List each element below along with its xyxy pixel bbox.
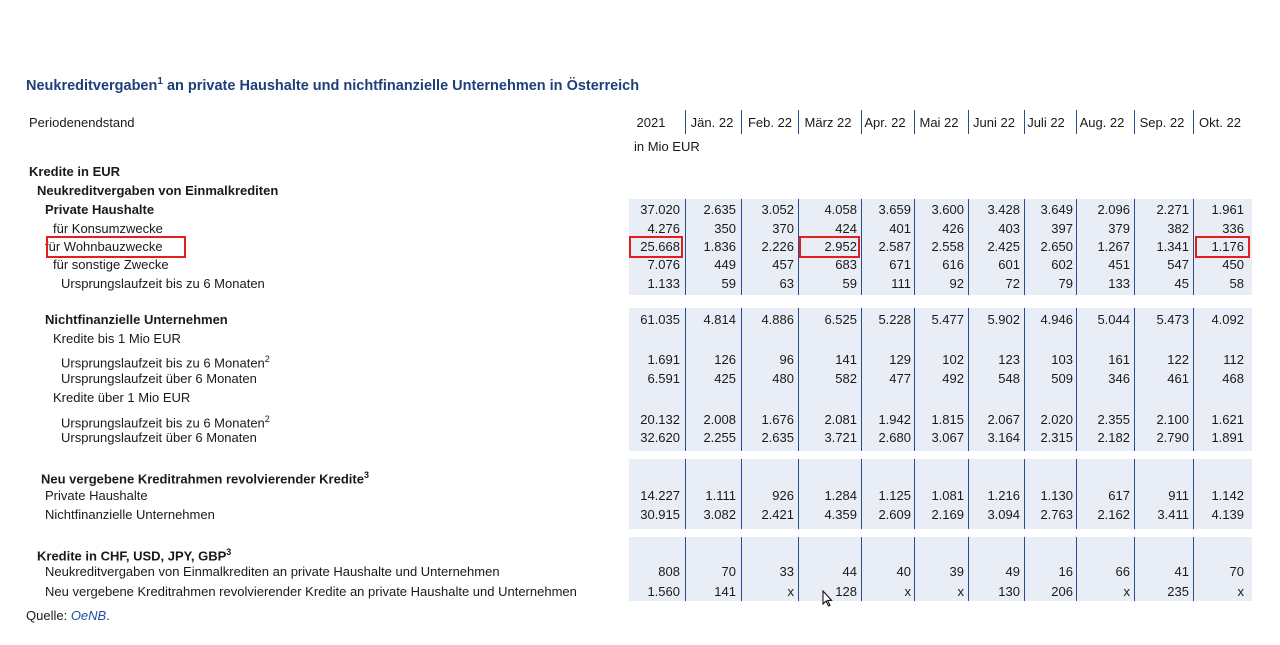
table-cell: 683	[835, 257, 857, 272]
table-cell: 2.100	[1156, 412, 1189, 427]
table-cell: 403	[998, 221, 1020, 236]
table-cell: 133	[1108, 276, 1130, 291]
table-cell: 112	[1223, 352, 1244, 367]
table-cell: 2.067	[987, 412, 1020, 427]
table-cell: 379	[1108, 221, 1130, 236]
table-cell: 41	[1174, 564, 1189, 579]
column-header: März 22	[804, 115, 852, 130]
table-cell: 122	[1167, 352, 1189, 367]
table-cell: 61.035	[640, 312, 680, 327]
table-cell: 451	[1108, 257, 1130, 272]
column-header: Jän. 22	[690, 115, 734, 130]
table-cell: 509	[1051, 371, 1073, 386]
table-cell: 39	[949, 564, 964, 579]
row-label: Neukreditvergaben von Einmalkrediten	[37, 183, 279, 198]
table-cell: 461	[1167, 371, 1189, 386]
row-label: Ursprungslaufzeit über 6 Monaten	[61, 371, 257, 386]
table-cell: 1.891	[1211, 430, 1244, 445]
row-label: für sonstige Zwecke	[53, 257, 169, 272]
table-cell: 102	[942, 352, 964, 367]
column-header: Apr. 22	[864, 115, 906, 130]
table-cell: 449	[714, 257, 736, 272]
table-cell: 4.058	[824, 202, 857, 217]
table-cell: 3.094	[987, 507, 1020, 522]
table-cell: 4.814	[703, 312, 736, 327]
table-cell: 547	[1167, 257, 1189, 272]
table-cell: 911	[1168, 488, 1189, 503]
table-cell: 72	[1005, 276, 1020, 291]
highlight-box	[46, 236, 186, 258]
highlight-box	[629, 236, 683, 258]
table-cell: x	[957, 584, 964, 599]
table-cell: 1.676	[761, 412, 794, 427]
table-cell: 2.650	[1040, 239, 1073, 254]
table-cell: 129	[889, 352, 911, 367]
table-cell: 1.942	[878, 412, 911, 427]
row-label: Kredite bis 1 Mio EUR	[53, 331, 181, 346]
table-cell: 3.411	[1157, 507, 1189, 522]
table-cell: 582	[835, 371, 857, 386]
table-cell: 2.315	[1040, 430, 1073, 445]
table-cell: 3.721	[824, 430, 857, 445]
table-cell: 3.659	[878, 202, 911, 217]
row-label: Kredite in EUR	[29, 164, 121, 179]
table-cell: 2.226	[761, 239, 794, 254]
table-cell: 2.790	[1156, 430, 1189, 445]
table-cell: x	[787, 584, 794, 599]
table-cell: 3.164	[987, 430, 1020, 445]
table-cell: 58	[1229, 276, 1244, 291]
table-cell: 346	[1108, 371, 1130, 386]
table-cell: 1.081	[931, 488, 964, 503]
mouse-cursor-icon	[822, 590, 833, 612]
table-cell: 2.081	[824, 412, 857, 427]
table-cell: 4.359	[824, 507, 857, 522]
table-title: Neukreditvergaben$^1$ an private Haushalte und nichtfinanzielle Unternehmen in Österreich	[26, 76, 640, 94]
row-label: Ursprungslaufzeit bis zu 6 Monaten$^2$	[61, 414, 270, 431]
table-cell: 1.125	[878, 488, 911, 503]
table-cell: 2.020	[1040, 412, 1073, 427]
row-label: Nichtfinanzielle Unternehmen	[45, 312, 228, 327]
table-cell: 468	[1222, 371, 1244, 386]
table-cell: 457	[772, 257, 794, 272]
column-header: Feb. 22	[747, 115, 793, 130]
table-cell: 111	[891, 276, 911, 291]
row-label: Neu vergebene Kreditrahmen revolvierender Kredite an private Haushalte und Unternehmen	[45, 584, 577, 599]
table-cell: 16	[1058, 564, 1073, 579]
table-cell: 3.649	[1040, 202, 1073, 217]
table-cell: 59	[721, 276, 736, 291]
table-cell: 5.902	[987, 312, 1020, 327]
column-header: Sep. 22	[1139, 115, 1185, 130]
row-label: Kredite über 1 Mio EUR	[53, 390, 191, 405]
table-cell: 2.096	[1097, 202, 1130, 217]
highlight-box	[1195, 236, 1250, 258]
table-cell: 33	[779, 564, 794, 579]
table-cell: 617	[1108, 488, 1130, 503]
table-cell: x	[1123, 584, 1130, 599]
unit-label: in Mio EUR	[634, 139, 700, 154]
table-cell: 808	[658, 564, 680, 579]
table-cell: 336	[1222, 221, 1244, 236]
table-cell: 1.284	[824, 488, 857, 503]
table-cell: 7.076	[647, 257, 680, 272]
table-cell: 1.142	[1211, 488, 1244, 503]
table-cell: 2.635	[761, 430, 794, 445]
row-label: Neu vergebene Kreditrahmen revolvierender Kredite$^3$	[41, 470, 369, 487]
table-cell: 401	[889, 221, 911, 236]
table-cell: 548	[998, 371, 1020, 386]
highlight-box	[799, 236, 860, 258]
table-cell: 1.176	[1211, 239, 1244, 254]
table-cell: 5.044	[1097, 312, 1130, 327]
table-cell: 1.961	[1211, 202, 1244, 217]
table-cell: 2.162	[1097, 507, 1130, 522]
row-label: Neukreditvergaben von Einmalkrediten an private Haushalte und Unternehmen	[45, 564, 500, 579]
table-cell: 424	[835, 221, 857, 236]
table-cell: 2.169	[931, 507, 964, 522]
table-cell: 4.946	[1040, 312, 1073, 327]
table-cell: 235	[1167, 584, 1189, 599]
table-cell: 2.421	[761, 507, 794, 522]
table-cell: 1.111	[705, 488, 736, 503]
table-cell: 3.082	[703, 507, 736, 522]
column-header: 2021	[636, 115, 666, 130]
table-cell: 450	[1222, 257, 1244, 272]
table-cell: 20.132	[640, 412, 680, 427]
table-cell: 1.836	[703, 239, 736, 254]
table-cell: 103	[1051, 352, 1073, 367]
table-cell: 40	[896, 564, 911, 579]
table-cell: 130	[998, 584, 1020, 599]
table-cell: 2.680	[878, 430, 911, 445]
table-cell: 5.477	[931, 312, 964, 327]
table-cell: 4.276	[647, 221, 680, 236]
table-cell: 3.428	[987, 202, 1020, 217]
table-cell: 70	[721, 564, 736, 579]
table-cell: 2.425	[987, 239, 1020, 254]
source-link[interactable]: OeNB	[70, 608, 107, 623]
source-note: Quelle: OeNB.	[26, 608, 110, 623]
column-header: Juni 22	[973, 115, 1015, 130]
table-cell: 92	[949, 276, 964, 291]
table-cell: 1.133	[647, 276, 680, 291]
table-cell: 1.216	[987, 488, 1020, 503]
header-row-label: Periodenendstand	[29, 115, 135, 130]
table-cell: 370	[772, 221, 794, 236]
table-cell: 66	[1115, 564, 1130, 579]
table-cell: 616	[942, 257, 964, 272]
table-cell: 1.560	[647, 584, 680, 599]
table-cell: 37.020	[640, 202, 680, 217]
table-cell: 2.182	[1097, 430, 1130, 445]
row-label: für Konsumzwecke	[53, 221, 163, 236]
table-cell: 397	[1051, 221, 1073, 236]
table-cell: 1.341	[1156, 239, 1189, 254]
table-cell: 206	[1051, 584, 1073, 599]
table-cell: 601	[998, 257, 1020, 272]
table-cell: 44	[842, 564, 857, 579]
table-cell: 25.668	[640, 239, 680, 254]
table-cell: 1.815	[931, 412, 964, 427]
table-cell: 4.886	[761, 312, 794, 327]
table-cell: 70	[1229, 564, 1244, 579]
row-label: Nichtfinanzielle Unternehmen	[45, 507, 215, 522]
table-cell: 59	[842, 276, 857, 291]
table-cell: x	[904, 584, 911, 599]
table-cell: 492	[942, 371, 964, 386]
table-cell: 2.635	[703, 202, 736, 217]
table-cell: 2.255	[703, 430, 736, 445]
table-cell: 141	[835, 352, 857, 367]
table-cell: 2.609	[878, 507, 911, 522]
table-cell: 4.139	[1211, 507, 1244, 522]
table-cell: 5.228	[878, 312, 911, 327]
table-cell: 350	[714, 221, 736, 236]
row-label: Private Haushalte	[45, 202, 155, 217]
column-header: Mai 22	[919, 115, 959, 130]
row-label: für Wohnbauzwecke	[45, 239, 163, 254]
table-cell: 2.008	[703, 412, 736, 427]
row-label: Ursprungslaufzeit über 6 Monaten	[61, 430, 257, 445]
table-cell: 123	[998, 352, 1020, 367]
table-cell: 426	[942, 221, 964, 236]
table-cell: 3.052	[761, 202, 794, 217]
table-cell: 671	[889, 257, 911, 272]
table-cell: 6.525	[824, 312, 857, 327]
table-cell: 14.227	[640, 488, 680, 503]
table-cell: 32.620	[640, 430, 680, 445]
table-cell: 4.092	[1211, 312, 1244, 327]
row-label: Private Haushalte	[45, 488, 148, 503]
column-header: Aug. 22	[1079, 115, 1125, 130]
row-label: Ursprungslaufzeit bis zu 6 Monaten$^2$	[61, 354, 270, 371]
row-label: Ursprungslaufzeit bis zu 6 Monaten	[61, 276, 265, 291]
table-cell: 3.067	[931, 430, 964, 445]
table-cell: 96	[779, 352, 794, 367]
table-cell: 1.267	[1097, 239, 1130, 254]
table-cell: 128	[835, 584, 857, 599]
row-label: Kredite in CHF, USD, JPY, GBP$^3$	[37, 547, 232, 564]
column-header: Okt. 22	[1199, 115, 1241, 130]
table-cell: 1.621	[1211, 412, 1244, 427]
table-cell: 382	[1167, 221, 1189, 236]
table-cell: 480	[772, 371, 794, 386]
table-cell: 2.558	[931, 239, 964, 254]
table-cell: 1.130	[1040, 488, 1073, 503]
table-cell: 2.763	[1040, 507, 1073, 522]
table-cell: 49	[1005, 564, 1020, 579]
table-cell: 126	[714, 352, 736, 367]
table-cell: 5.473	[1156, 312, 1189, 327]
table-cell: 30.915	[640, 507, 680, 522]
table-cell: 161	[1108, 352, 1130, 367]
table-cell: 2.355	[1097, 412, 1130, 427]
table-cell: 3.600	[931, 202, 964, 217]
table-cell: 602	[1051, 257, 1073, 272]
table-cell: 425	[714, 371, 736, 386]
table-cell: 45	[1174, 276, 1189, 291]
table-cell: 2.587	[878, 239, 911, 254]
column-header: Juli 22	[1027, 115, 1065, 130]
table-cell: x	[1237, 584, 1244, 599]
table-cell: 6.591	[647, 371, 680, 386]
table-cell: 2.271	[1156, 202, 1189, 217]
table-cell: 926	[772, 488, 794, 503]
table-cell: 63	[779, 276, 794, 291]
table-cell: 477	[889, 371, 911, 386]
table-cell: 2.952	[824, 239, 857, 254]
table-cell: 79	[1058, 276, 1073, 291]
table-cell: 141	[714, 584, 736, 599]
table-cell: 1.691	[647, 352, 680, 367]
